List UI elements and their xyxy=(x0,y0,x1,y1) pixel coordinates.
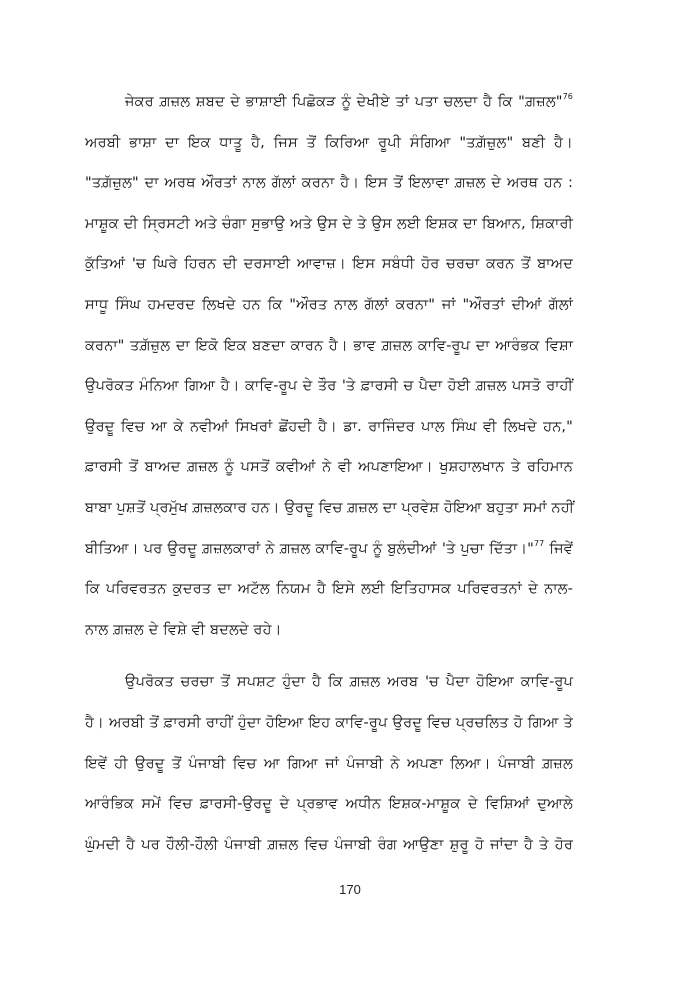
text-line: ਕਿ ਪਰਿਵਰਤਨ ਕੁਦਰਤ ਦਾ ਅਟੱਲ ਨਿਯਮ ਹੈ ਇਸੇ ਲਈ ਇਤਿਹਾਸਕ ਪਰਿਵਰਤਨਾਂ ਦੇ ਨਾਲ- xyxy=(85,580,573,598)
footnote-ref-77[interactable]: 77 xyxy=(533,538,545,548)
text-line: ਉਰਦੂ ਵਿਚ ਆ ਕੇ ਨਵੀਆਂ ਸਿਖਰਾਂ ਛੋਂਹਦੀ ਹੈ। ਡਾ. ਰਾਜਿੰਦਰ ਪਾਲ ਸਿੰਘ ਵੀ ਲਿਖਦੇ ਹਨ," xyxy=(85,417,573,435)
text-line: ਨਾਲ ਗ਼ਜ਼ਲ ਦੇ ਵਿਸ਼ੇ ਵੀ ਬਦਲਦੇ ਰਹੇ। xyxy=(85,620,282,638)
text-line: ਜੇਕਰ ਗ਼ਜ਼ਲ ਸ਼ਬਦ ਦੇ ਭਾਸ਼ਾਈ ਪਿਛੋਕੜ ਨੂੰ ਦੇਖੀਏ ਤਾਂ ਪਤਾ ਚਲਦਾ ਹੈ ਕਿ "ਗ਼ਜ਼ਲ"$^{76}$ xyxy=(125,92,573,110)
document-page xyxy=(85,82,573,865)
text-line: ਉਪਰੋਕਤ ਚਰਚਾ ਤੋਂ ਸਪਸ਼ਟ ਹੁੰਦਾ ਹੈ ਕਿ ਗ਼ਜ਼ਲ ਅਰਬ 'ਚ ਪੈਦਾ ਹੋਇਆ ਕਾਵਿ-ਰੂਪ xyxy=(125,673,573,691)
text-line: ਉਪਰੋਕਤ ਮੰਨਿਆ ਗਿਆ ਹੈ। ਕਾਵਿ-ਰੂਪ ਦੇ ਤੌਰ 'ਤੇ ਫ਼ਾਰਸੀ ਚ ਪੈਦਾ ਹੋਈ ਗ਼ਜ਼ਲ ਪਸਤੋ ਰਾਹੀਂ xyxy=(85,377,573,395)
text-line: ਆਰੰਭਿਕ ਸਮੇਂ ਵਿਚ ਫ਼ਾਰਸੀ-ਉਰਦੂ ਦੇ ਪ੍ਰਭਾਵ ਅਧੀਨ ਇਸ਼ਕ-ਮਾਸ਼ੂਕ ਦੇ ਵਿਸ਼ਿਆਂ ਦੁਆਲੇ xyxy=(85,795,573,813)
paragraph-2 xyxy=(85,662,573,865)
text-line: ਇਵੇਂ ਹੀ ਉਰਦੂ ਤੋਂ ਪੰਜਾਬੀ ਵਿਚ ਆ ਗਿਆ ਜਾਂ ਪੰਜਾਬੀ ਨੇ ਅਪਣਾ ਲਿਆ। ਪੰਜਾਬੀ ਗ਼ਜ਼ਲ xyxy=(85,754,573,772)
text-line: ਕੁੱਤਿਆਂ 'ਚ ਘਿਰੇ ਹਿਰਨ ਦੀ ਦਰਸਾਈ ਆਵਾਜ਼। ਇਸ ਸਬੰਧੀ ਹੋਰ ਚਰਚਾ ਕਰਨ ਤੋਂ ਬਾਅਦ xyxy=(85,255,573,273)
text-line: ਬਾਬਾ ਪੁਸ਼ਤੋਂ ਪ੍ਰਮੁੱਖ ਗ਼ਜ਼ਲਕਾਰ ਹਨ। ਉਰਦੂ ਵਿਚ ਗ਼ਜ਼ਲ ਦਾ ਪ੍ਰਵੇਸ਼ ਹੋਇਆ ਬਹੁਤਾ ਸਮਾਂ ਨਹੀਂ xyxy=(85,498,575,516)
text-line: ਹੈ। ਅਰਬੀ ਤੋਂ ਫ਼ਾਰਸੀ ਰਾਹੀਂ ਹੁੰਦਾ ਹੋਇਆ ਇਹ ਕਾਵਿ-ਰੂਪ ਉਰਦੂ ਵਿਚ ਪ੍ਰਚਲਿਤ ਹੋ ਗਿਆ ਤੇ xyxy=(85,713,573,731)
paragraph-1 xyxy=(85,82,573,650)
text-line: ਸਾਧੂ ਸਿੰਘ ਹਮਦਰਦ ਲਿਖਦੇ ਹਨ ਕਿ "ਔਰਤ ਨਾਲ ਗੱਲਾਂ ਕਰਨਾ" ਜਾਂ "ਔਰਤਾਂ ਦੀਆਂ ਗੱਲਾਂ xyxy=(85,295,573,313)
page-number: 170 xyxy=(339,882,361,897)
text-line: "ਤਗ਼ੱਜ਼ੁਲ" ਦਾ ਅਰਥ ਔਰਤਾਂ ਨਾਲ ਗੱਲਾਂ ਕਰਨਾ ਹੈ। ਇਸ ਤੋਂ ਇਲਾਵਾ ਗ਼ਜ਼ਲ ਦੇ ਅਰਥ ਹਨ : xyxy=(85,174,573,192)
text-line: ਮਾਸ਼ੂਕ ਦੀ ਸ੍ਰਿਸਟੀ ਅਤੇ ਚੰਗਾ ਸੁਭਾਉ ਅਤੇ ਉਸ ਦੇ ਤੇ ਉਸ ਲਈ ਇਸ਼ਕ ਦਾ ਬਿਆਨ, ਸ਼ਿਕਾਰੀ xyxy=(85,214,573,232)
text-line: ਫ਼ਾਰਸੀ ਤੋਂ ਬਾਅਦ ਗ਼ਜ਼ਲ ਨੂੰ ਪਸਤੋਂ ਕਵੀਆਂ ਨੇ ਵੀ ਅਪਣਾਇਆ। ਖੁਸ਼ਹਾਲਖਾਨ ਤੇ ਰਹਿਮਾਨ xyxy=(85,458,573,476)
text-line: ਘੁੰਮਦੀ ਹੈ ਪਰ ਹੌਲੀ-ਹੌਲੀ ਪੰਜਾਬੀ ਗ਼ਜ਼ਲ ਵਿਚ ਪੰਜਾਬੀ ਰੰਗ ਆਉਣਾ ਸ਼ੁਰੂ ਹੋ ਜਾਂਦਾ ਹੈ ਤੇ ਹੋਰ xyxy=(85,835,573,853)
text-line: ਅਰਬੀ ਭਾਸ਼ਾ ਦਾ ਇਕ ਧਾਤੂ ਹੈ, ਜਿਸ ਤੋਂ ਕਿਰਿਆ ਰੂਪੀ ਸੰਗਿਆ "ਤਗ਼ੱਜ਼ੁਲ" ਬਣੀ ਹੈ। xyxy=(85,133,573,151)
footnote-ref-76[interactable]: 76 xyxy=(562,92,573,101)
text-line: ਬੀਤਿਆ। ਪਰ ਉਰਦੂ ਗ਼ਜ਼ਲਕਾਰਾਂ ਨੇ ਗ਼ਜ਼ਲ ਕਾਵਿ-ਰੂਪ ਨੂੰ ਬੁਲੰਦੀਆਂ 'ਤੇ ਪੁਚਾ ਦਿੱਤਾ।"$^{77}$ ਜਿਵੇਂ xyxy=(85,538,573,557)
text-line: ਕਰਨਾ" ਤਗ਼ੱਜ਼ੁਲ ਦਾ ਇਕੋ ਇਕ ਬਣਦਾ ਕਾਰਨ ਹੈ। ਭਾਵ ਗ਼ਜ਼ਲ ਕਾਵਿ-ਰੂਪ ਦਾ ਆਰੰਭਕ ਵਿਸ਼ਾ xyxy=(85,336,573,354)
